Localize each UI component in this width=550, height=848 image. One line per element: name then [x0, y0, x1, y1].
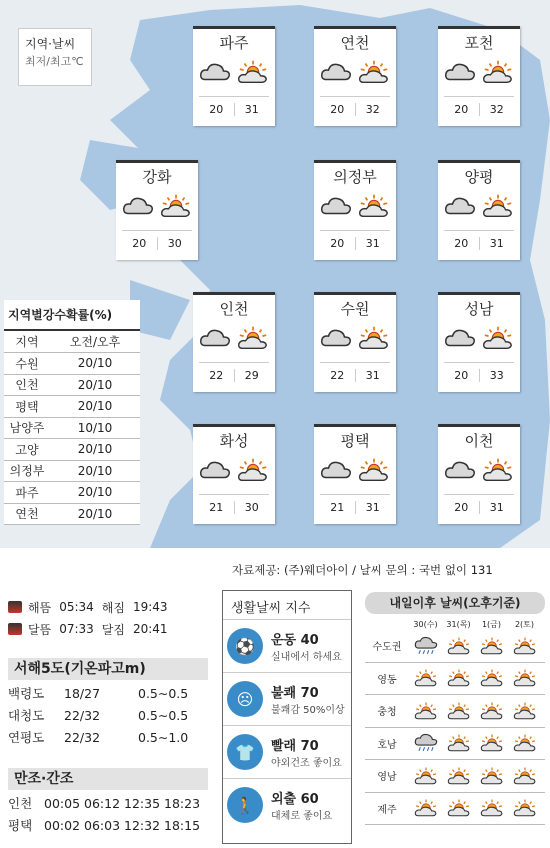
table-row — [4, 460, 140, 482]
legend-title: 지역·날씨 — [25, 37, 76, 51]
low-temp: 21 — [199, 501, 235, 514]
cloud-icon — [444, 60, 476, 88]
tomorrow-forecast-title: 내일이후 날씨(오후기준) — [365, 592, 545, 614]
data-credit: 자료제공: (주)웨더아이 / 날씨 문의 : 국번 없이 131 — [232, 563, 493, 577]
temp-range: 22/32 — [64, 707, 101, 723]
index-name: 외출 60 — [271, 792, 319, 807]
table-row — [8, 814, 208, 836]
city-card — [438, 424, 520, 524]
forecast-row — [365, 793, 545, 826]
wave-height: 0.5∼0.5 — [138, 707, 189, 723]
index-desc: 불쾌감 50%이상 — [271, 705, 345, 716]
sun-cloud-icon — [409, 766, 442, 786]
index-desc: 대체로 좋이요 — [271, 811, 333, 822]
region-cell: 파주 — [4, 482, 50, 504]
cloud-icon — [320, 60, 352, 88]
low-temp: 20 — [444, 501, 480, 514]
sun-cloud-icon — [442, 766, 475, 786]
life-index-panel — [222, 590, 352, 844]
sun-cloud-icon — [358, 59, 390, 89]
sun-cloud-icon — [442, 798, 475, 818]
low-temp: 20 — [122, 237, 158, 250]
table-row — [4, 374, 140, 396]
legend-unit: 최저/최고℃ — [25, 55, 84, 68]
high-temp: 32 — [365, 103, 380, 116]
region-name: 영남 — [377, 772, 397, 784]
sun-cloud-icon — [508, 733, 541, 753]
sun-row — [8, 596, 208, 618]
life-index-item — [223, 672, 351, 725]
sun-cloud-icon — [508, 798, 541, 818]
table-row — [4, 353, 140, 375]
index-desc: 실내에서 하세요 — [271, 652, 342, 663]
set-time: 20:41 — [132, 622, 168, 636]
city-name: 의정부 — [333, 168, 377, 186]
city-card — [438, 292, 520, 392]
sun-cloud-icon — [508, 766, 541, 786]
tides-table — [8, 792, 208, 836]
city-card — [193, 26, 275, 126]
rise-label: 해뜸 — [28, 600, 52, 615]
island-name: 대청도 — [8, 708, 45, 723]
forecast-row — [365, 728, 545, 761]
high-temp: 30 — [167, 237, 182, 250]
low-temp: 21 — [320, 501, 356, 514]
low-temp: 20 — [320, 237, 356, 250]
prob-cell: 20/10 — [50, 460, 140, 482]
day-label: 31(목) — [446, 620, 471, 629]
temp-range: 18/27 — [64, 685, 101, 701]
prob-cell: 20/10 — [50, 396, 140, 418]
moonrise-icon — [8, 623, 22, 635]
day-label: 2(토) — [514, 620, 535, 629]
prob-cell: 20/10 — [50, 374, 140, 396]
sun-cloud-icon — [409, 798, 442, 818]
prob-cell: 10/10 — [50, 417, 140, 439]
region-name: 영동 — [377, 674, 397, 686]
tide-time: 18:15 — [164, 817, 201, 833]
low-temp: 20 — [199, 103, 235, 116]
port-name: 인천 — [8, 796, 33, 811]
tide-time: 00:05 — [44, 795, 81, 811]
cloud-icon — [320, 458, 352, 486]
table-row — [4, 439, 140, 461]
index-desc: 야외건조 좋이요 — [271, 758, 342, 769]
rain-probability-title: 지역별강수확률(%) — [4, 300, 140, 331]
index-name: 운동 40 — [271, 633, 319, 648]
region-name: 호남 — [377, 739, 397, 751]
region-cell: 연천 — [4, 503, 50, 525]
rain-prob-header-value: 오전/오후 — [50, 331, 140, 353]
rain-probability-table — [4, 300, 140, 525]
set-label: 해짐 — [101, 600, 125, 615]
cloud-icon — [320, 326, 352, 354]
table-row — [8, 704, 208, 726]
sun-cloud-icon — [482, 193, 514, 223]
wave-height: 0.5∼1.0 — [138, 729, 189, 745]
low-temp: 22 — [199, 369, 235, 382]
sun-cloud-icon — [409, 668, 442, 688]
forecast-row — [365, 630, 545, 663]
index-name: 빨래 70 — [271, 739, 319, 754]
set-label: 달짐 — [101, 622, 125, 637]
sun-moon-times — [8, 596, 208, 640]
high-temp: 31 — [365, 369, 380, 382]
sun-cloud-icon — [237, 325, 269, 355]
table-row — [4, 396, 140, 418]
sun-cloud-icon — [475, 766, 508, 786]
rise-time: 05:34 — [59, 600, 94, 614]
rise-label: 달뜸 — [28, 622, 52, 637]
tide-time: 18:23 — [164, 795, 201, 811]
sun-cloud-icon — [442, 733, 475, 753]
city-name: 양평 — [464, 168, 494, 186]
tide-time: 12:32 — [124, 817, 161, 833]
cloud-icon — [122, 194, 154, 222]
tide-time: 00:02 — [44, 817, 81, 833]
outing-icon: 🚶 — [227, 787, 263, 823]
region-name: 충청 — [377, 707, 397, 719]
tide-time: 06:03 — [84, 817, 121, 833]
laundry-icon: 👕 — [227, 734, 263, 770]
low-temp: 20 — [444, 103, 480, 116]
sun-cloud-icon — [442, 668, 475, 688]
prob-cell: 20/10 — [50, 439, 140, 461]
sun-cloud-icon — [475, 636, 508, 656]
high-temp: 32 — [489, 103, 504, 116]
city-card — [116, 160, 198, 260]
tides-title: 만조·간조 — [8, 768, 208, 790]
city-card — [438, 160, 520, 260]
cloud-icon — [199, 458, 231, 486]
region-cell: 남양주 — [4, 417, 50, 439]
city-name: 수원 — [340, 300, 370, 318]
prob-cell: 20/10 — [50, 482, 140, 504]
low-temp: 20 — [320, 103, 356, 116]
index-name: 불쾌 70 — [271, 686, 319, 701]
sun-cloud-icon — [160, 193, 192, 223]
high-temp: 31 — [244, 103, 259, 116]
city-name: 인천 — [219, 300, 249, 318]
forecast-row — [365, 760, 545, 793]
high-temp: 31 — [365, 237, 380, 250]
region-name: 제주 — [377, 804, 397, 816]
city-card — [314, 292, 396, 392]
region-cell: 고양 — [4, 439, 50, 461]
city-card — [193, 424, 275, 524]
city-name: 이천 — [464, 432, 494, 450]
cloud-icon — [320, 194, 352, 222]
region-name: 수도권 — [372, 642, 402, 654]
city-card — [314, 160, 396, 260]
map-legend — [18, 28, 92, 86]
high-temp: 31 — [489, 237, 504, 250]
sun-cloud-icon — [475, 798, 508, 818]
sun-cloud-icon — [508, 636, 541, 656]
moon-row — [8, 618, 208, 640]
region-cell: 의정부 — [4, 460, 50, 482]
tide-time: 06:12 — [84, 795, 121, 811]
table-row — [8, 726, 208, 748]
sun-cloud-icon — [237, 59, 269, 89]
city-card — [314, 424, 396, 524]
high-temp: 31 — [365, 501, 380, 514]
low-temp: 22 — [320, 369, 356, 382]
set-time: 19:43 — [132, 600, 168, 614]
city-name: 성남 — [464, 300, 494, 318]
life-index-item — [223, 778, 351, 831]
city-name: 포천 — [464, 34, 494, 52]
city-name: 연천 — [340, 34, 370, 52]
west-sea-title: 서해5도(기온파고m) — [8, 658, 208, 680]
region-cell: 수원 — [4, 353, 50, 375]
forecast-row — [365, 695, 545, 728]
high-temp: 30 — [244, 501, 259, 514]
table-row — [4, 503, 140, 525]
sun-cloud-icon — [508, 701, 541, 721]
tide-time: 12:35 — [124, 795, 161, 811]
high-temp: 31 — [489, 501, 504, 514]
sun-cloud-icon — [409, 701, 442, 721]
sun-cloud-icon — [442, 701, 475, 721]
city-name: 화성 — [219, 432, 249, 450]
sun-cloud-icon — [475, 733, 508, 753]
sun-cloud-icon — [237, 457, 269, 487]
sun-cloud-icon — [482, 59, 514, 89]
sun-cloud-icon — [482, 457, 514, 487]
life-index-item — [223, 725, 351, 778]
city-name: 강화 — [142, 168, 172, 186]
table-row — [8, 682, 208, 704]
cloud-icon — [199, 326, 231, 354]
life-index-title: 생활날씨 지수 — [231, 601, 311, 616]
cloud-icon — [199, 60, 231, 88]
forecast-row — [365, 663, 545, 696]
island-name: 연평도 — [8, 730, 45, 745]
sun-cloud-icon — [358, 457, 390, 487]
sunrise-icon — [8, 601, 22, 613]
table-row — [8, 792, 208, 814]
city-card — [438, 26, 520, 126]
tomorrow-forecast — [365, 592, 545, 825]
sun-cloud-icon — [358, 325, 390, 355]
sun-cloud-icon — [358, 193, 390, 223]
low-temp: 20 — [444, 237, 480, 250]
sun-cloud-icon — [442, 636, 475, 656]
prob-cell: 20/10 — [50, 503, 140, 525]
discomfort-icon: ☹ — [227, 681, 263, 717]
region-cell: 인천 — [4, 374, 50, 396]
sun-cloud-icon — [482, 325, 514, 355]
rain-cloud-icon — [409, 733, 442, 753]
city-name: 평택 — [340, 432, 370, 450]
sun-cloud-icon — [508, 668, 541, 688]
port-name: 평택 — [8, 818, 33, 833]
running-icon: ⚽ — [227, 628, 263, 664]
temp-range: 22/32 — [64, 729, 101, 745]
sun-cloud-icon — [475, 701, 508, 721]
day-label: 1(금) — [481, 620, 502, 629]
low-temp: 20 — [444, 369, 480, 382]
wave-height: 0.5∼0.5 — [138, 685, 189, 701]
cloud-icon — [444, 194, 476, 222]
city-card — [314, 26, 396, 126]
cloud-icon — [444, 458, 476, 486]
table-row — [4, 482, 140, 504]
day-label: 30(수) — [413, 620, 438, 629]
prob-cell: 20/10 — [50, 353, 140, 375]
west-sea-table — [8, 682, 208, 748]
city-card — [193, 292, 275, 392]
island-name: 백령도 — [8, 686, 45, 701]
city-name: 파주 — [219, 34, 249, 52]
cloud-icon — [444, 326, 476, 354]
sun-cloud-icon — [475, 668, 508, 688]
table-row — [4, 417, 140, 439]
high-temp: 33 — [489, 369, 504, 382]
rise-time: 07:33 — [59, 622, 94, 636]
life-index-item — [223, 619, 351, 672]
rain-prob-header-region: 지역 — [4, 331, 50, 353]
region-cell: 평택 — [4, 396, 50, 418]
high-temp: 29 — [244, 369, 259, 382]
rain-cloud-icon — [409, 636, 442, 656]
